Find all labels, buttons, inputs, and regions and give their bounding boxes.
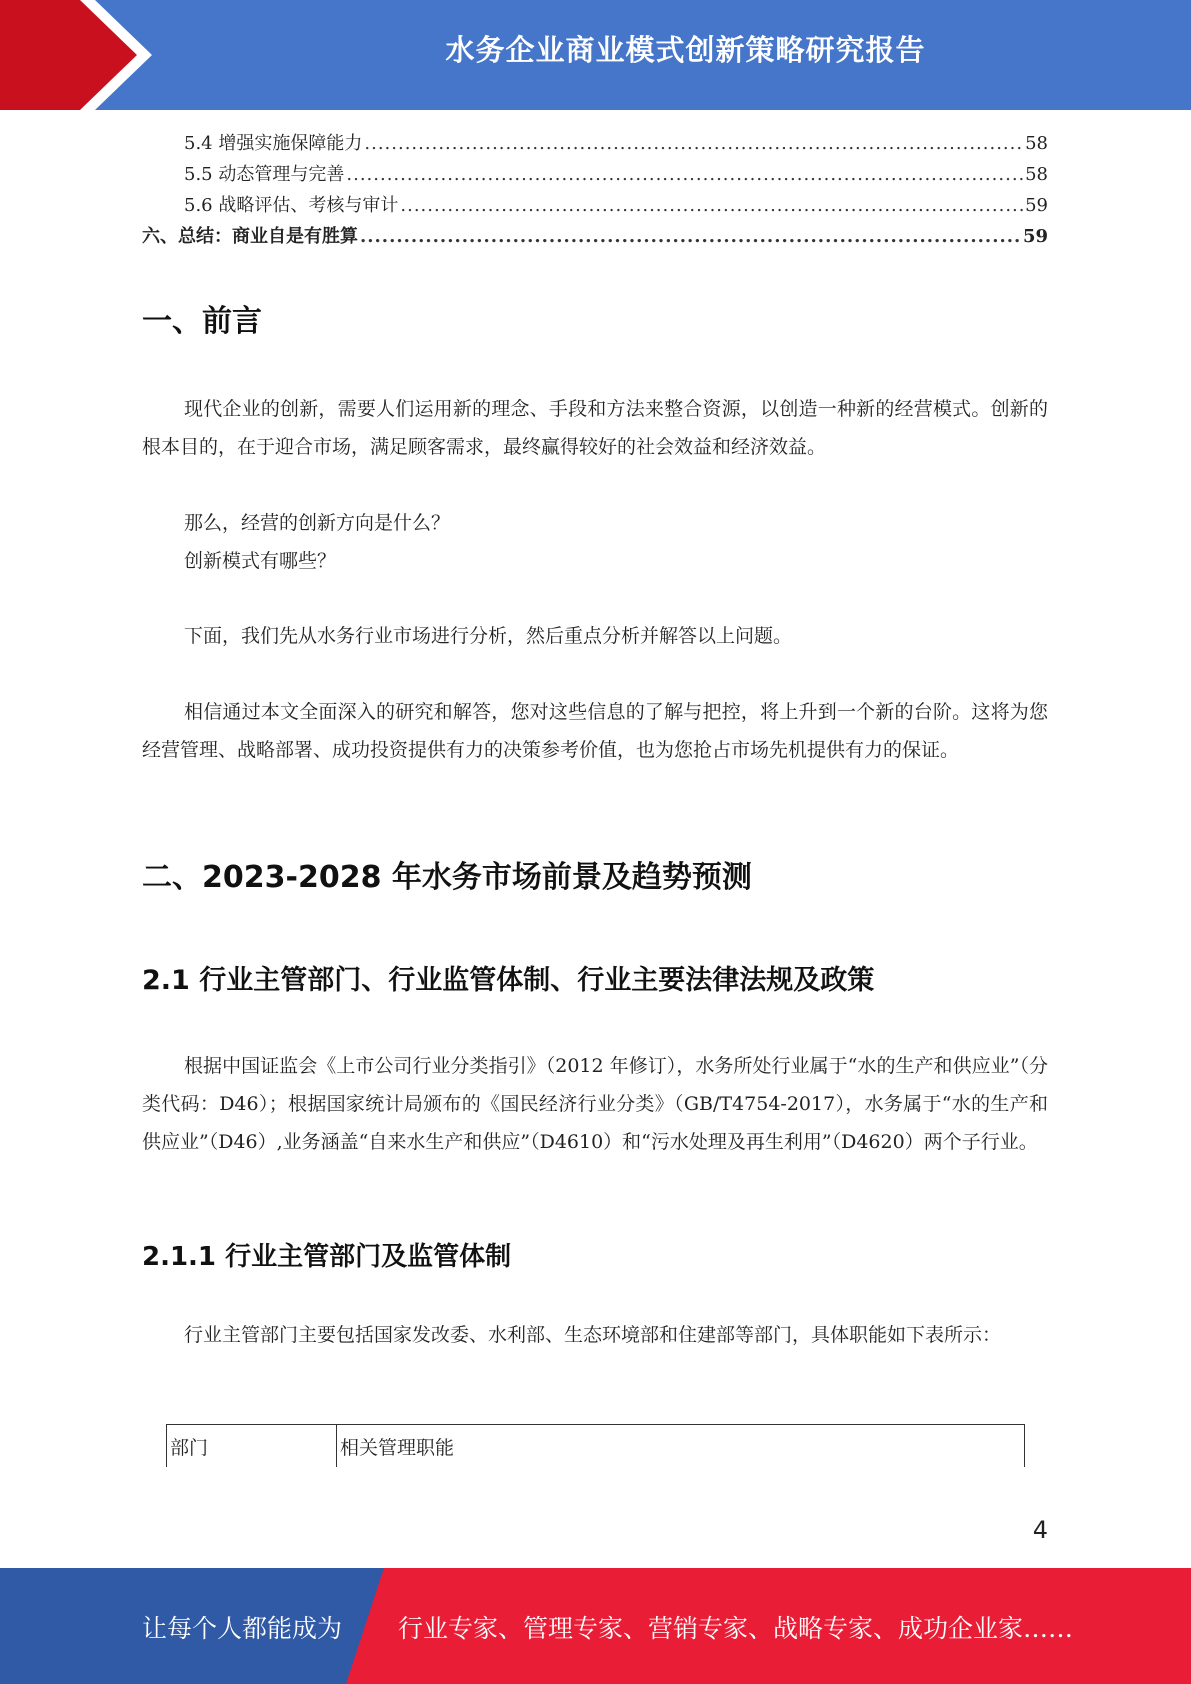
toc-entry[interactable] (142, 128, 1048, 159)
toc-number: 5.6 (184, 195, 213, 216)
section-heading-preface: 一、前言 (142, 304, 262, 339)
toc-title: 增强实施保障能力 (218, 133, 363, 154)
footer-slogan-left: 让每个人都能成为 (142, 1614, 343, 1643)
toc-number: 5.5 (184, 164, 213, 185)
toc-page-number: 58 (1025, 133, 1048, 154)
page-footer (0, 1568, 1191, 1684)
toc-page-number: 58 (1025, 164, 1048, 185)
preface-paragraph: 现代企业的创新，需要人们运用新的理念、手段和方法来整合资源，以创造一种新的经营模式。创新的根本目的，在于迎合市场，满足顾客需求，最终赢得较好的社会效益和经济效益。 (142, 398, 1048, 458)
toc-entry[interactable] (142, 159, 1048, 190)
subsubsection-heading: 2.1.1 行业主管部门及监管体制 (142, 1242, 512, 1272)
toc-leader-dots (346, 159, 1023, 190)
department-table (166, 1424, 1025, 1467)
toc-number: 5.4 (184, 133, 213, 154)
page-number: 4 (1032, 1516, 1048, 1544)
section-heading-market: 二、2023-2028 年水务市场前景及趋势预测 (142, 860, 752, 895)
toc-entry[interactable] (142, 190, 1048, 221)
toc-title: 战略评估、考核与审计 (218, 195, 399, 216)
preface-question: 那么，经营的创新方向是什么？ (184, 512, 451, 534)
report-title: 水务企业商业模式创新策略研究报告 (445, 33, 926, 67)
table-header-row (167, 1425, 1025, 1468)
preface-paragraph: 下面，我们先从水务行业市场进行分析，然后重点分析并解答以上问题。 (184, 625, 793, 647)
footer-slogan-right: 行业专家、管理专家、营销专家、战略专家、成功企业家…… (398, 1614, 1074, 1643)
toc-leader-dots (360, 221, 1021, 252)
preface-question: 创新模式有哪些？ (184, 550, 337, 572)
table-header-cell: 相关管理职能 (337, 1425, 1025, 1468)
body-paragraph: 根据中国证监会《上市公司行业分类指引》（2012 年修订），水务所处行业属于“水的生产和供应业”（分类代码：D46）；根据国家统计局颁布的《国民经济行业分类》（GB/T4754-2017），水务属于“水的生产和供应业”（D46）,业务涵盖“自来水生产和供应”（D4610）和“污水处理及再生利用”（D4620）两个子行业。 (142, 1055, 1048, 1153)
toc-leader-dots (400, 190, 1023, 221)
table-header-cell: 部门 (167, 1425, 337, 1468)
body-paragraph: 行业主管部门主要包括国家发改委、水利部、生态环境部和住建部等部门，具体职能如下表所示： (184, 1324, 1002, 1346)
toc-leader-dots (364, 128, 1023, 159)
header-red-arrow (0, 0, 155, 110)
page-header (0, 0, 1191, 110)
subsection-heading: 2.1 行业主管部门、行业监管体制、行业主要法律法规及政策 (142, 965, 875, 996)
toc-title: 六、总结：商业自是有胜算 (142, 226, 358, 247)
table-of-contents (142, 128, 1048, 252)
preface-paragraph: 相信通过本文全面深入的研究和解答，您对这些信息的了解与把控，将上升到一个新的台阶。这将为您经营管理、战略部署、成功投资提供有力的决策参考价值，也为您抢占市场先机提供有力的保证。 (142, 701, 1048, 761)
toc-page-number: 59 (1022, 226, 1048, 247)
toc-page-number: 59 (1025, 195, 1048, 216)
toc-entry[interactable] (142, 221, 1048, 252)
toc-title: 动态管理与完善 (218, 164, 345, 185)
